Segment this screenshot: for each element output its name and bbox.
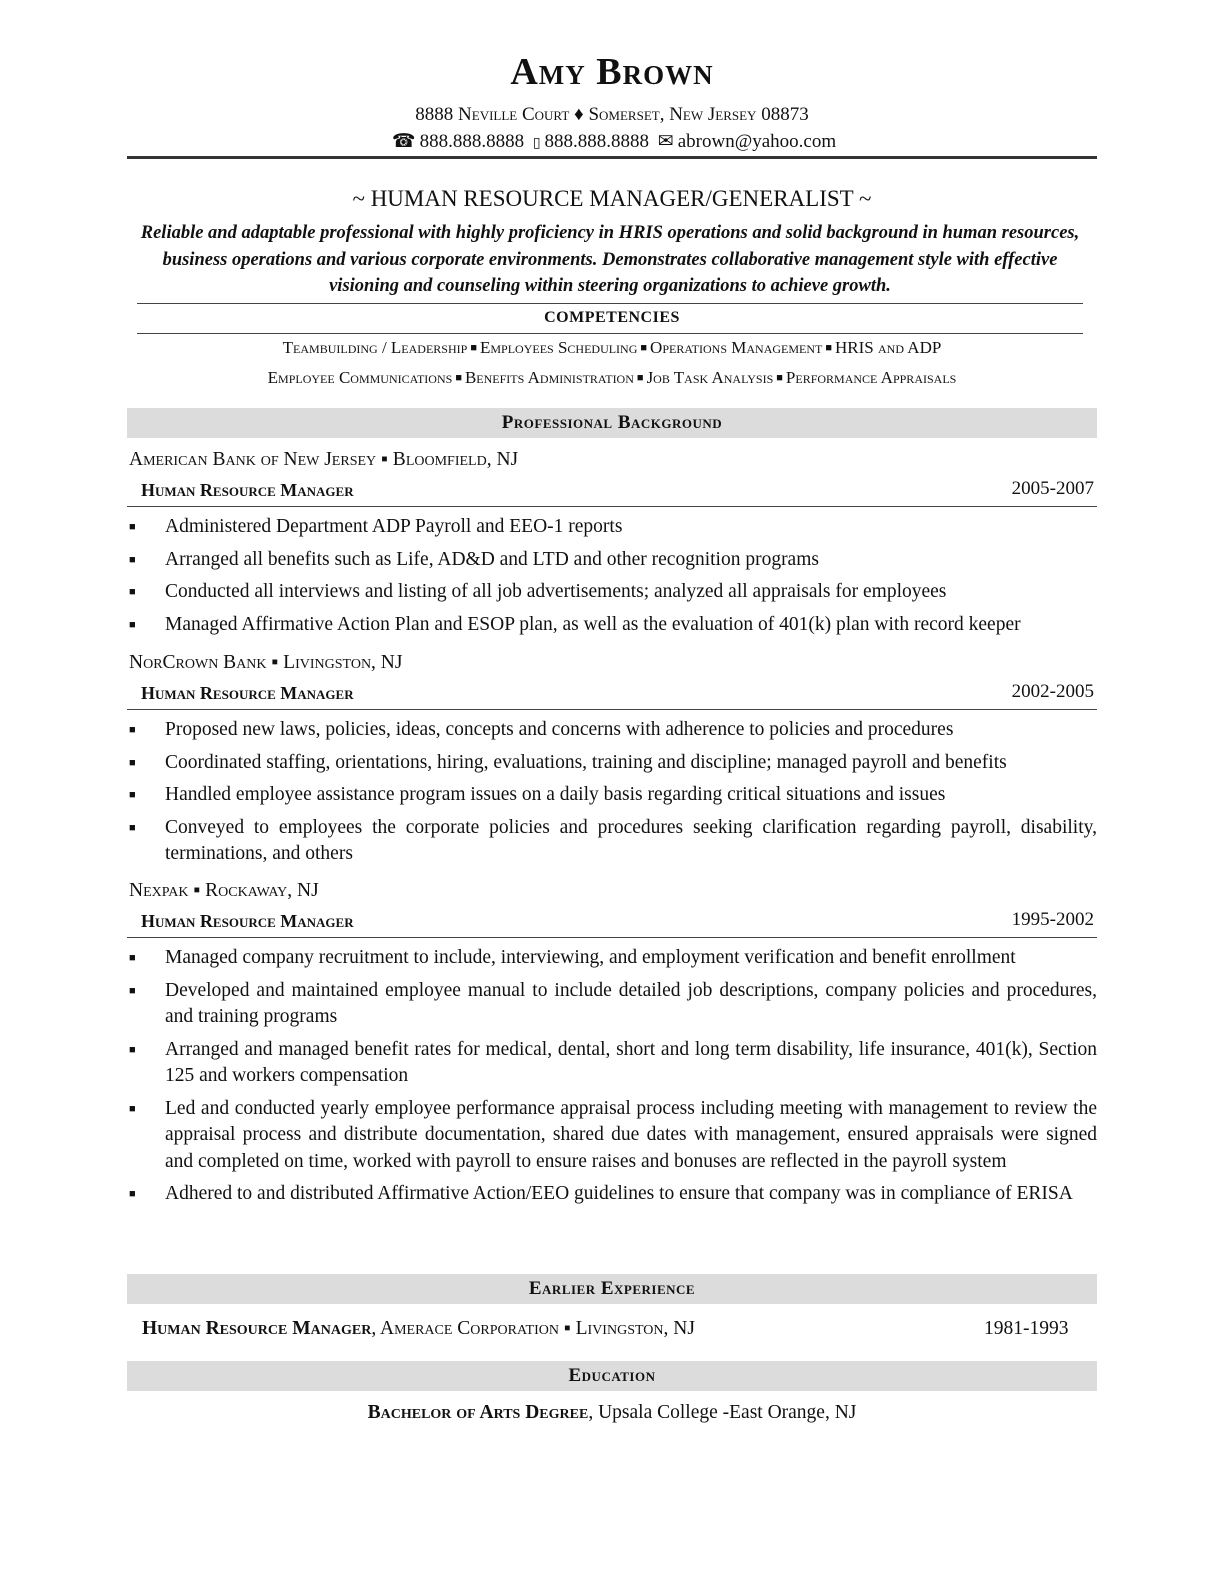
competency-item: Operations Management: [650, 338, 823, 357]
job-years: 2002-2005: [1011, 681, 1094, 702]
competencies-row-2: [0, 368, 1224, 388]
bullet-icon: ■: [129, 618, 136, 631]
competency-item: HRIS and ADP: [835, 338, 942, 357]
job-title: Human Resource Manager: [141, 480, 354, 500]
contact-line: [0, 130, 1224, 153]
competencies-row-1: [0, 338, 1224, 358]
bullet-text: Led and conducted yearly employee performance appraisal process including meeting with management to review the appraisal process and distribute documentation, shared due dates with management, ensured appraisals were signed and completed on time, worked with payroll to ensure raises and bonuses are reflected in the payroll system: [165, 1097, 1097, 1172]
earlier-experience-entry: [142, 1318, 695, 1340]
bullet-text: Handled employee assistance program issues on a daily basis regarding critical situations and issues: [165, 784, 946, 805]
section-heading-education: Education: [127, 1361, 1097, 1391]
header-divider: [127, 156, 1097, 159]
divider: [137, 303, 1083, 304]
list-item: [127, 1037, 1097, 1090]
job-title-row: [127, 478, 1097, 507]
competency-item: Employee Communications: [267, 368, 453, 387]
list-item: [127, 547, 1097, 574]
email-address: abrown@yahoo.com: [677, 131, 837, 152]
separator-icon: ■: [825, 342, 833, 354]
list-item: [127, 978, 1097, 1031]
bullet-text: Arranged all benefits such as Life, AD&D and LTD and other recognition programs: [165, 548, 819, 570]
list-item: [127, 612, 1097, 639]
bullet-icon: ■: [129, 586, 136, 598]
bullet-text: Managed Affirmative Action Plan and ESOP plan, as well as the evaluation of 401(k) plan with record keeper: [165, 613, 1021, 635]
bullet-text: Managed company recruitment to include, interviewing, and employment verification and benefit enrollment: [165, 947, 1016, 968]
job-bullets: [127, 717, 1097, 874]
bullet-icon: ■: [129, 952, 136, 964]
objective-title: ~ HUMAN RESOURCE MANAGER/GENERALIST ~: [352, 186, 872, 211]
job-years: 2005-2007: [1011, 478, 1094, 499]
bullet-text: Adhered to and distributed Affirmative Action/EEO guidelines to ensure that company was in compliance of ERISA: [165, 1183, 1073, 1204]
job-years: 1995-2002: [1011, 909, 1094, 930]
list-item: [127, 815, 1097, 868]
company-name: NorCrown Bank ▪ Livingston, NJ: [129, 652, 403, 673]
list-item: [127, 514, 1097, 541]
bullet-icon: ■: [129, 1043, 136, 1056]
list-item: [127, 750, 1097, 777]
candidate-name: Amy Brown: [510, 51, 714, 93]
competency-item: Benefits Administration: [464, 368, 634, 387]
address-line: 8888 Neville Court ♦ Somerset, New Jersey 08873: [415, 104, 809, 125]
company-name: Nexpak ▪ Rockaway, NJ: [129, 880, 319, 901]
bullet-text: Administered Department ADP Payroll and EEO-1 reports: [165, 516, 623, 537]
job-bullets: [127, 945, 1097, 1214]
phone-icon: ☎: [391, 131, 416, 152]
school: , Upsala College -East Orange, NJ: [588, 1402, 857, 1423]
separator-icon: ■: [636, 372, 644, 384]
competency-item: Teambuilding / Leadership: [282, 338, 468, 357]
bullet-icon: ■: [129, 984, 136, 997]
earlier-company: , Amerace Corporation ▪ Livingston, NJ: [371, 1318, 695, 1339]
separator-icon: ■: [470, 342, 477, 354]
bullet-icon: ■: [129, 1102, 136, 1115]
divider: [137, 333, 1083, 334]
separator-icon: ■: [776, 372, 783, 384]
bullet-text: Conducted all interviews and listing of all job advertisements; analyzed all appraisals for employees: [165, 581, 947, 602]
list-item: [127, 1096, 1097, 1176]
job-bullets: [127, 514, 1097, 644]
list-item: [127, 782, 1097, 809]
bullet-icon: ■: [129, 1188, 136, 1200]
bullet-icon: ■: [129, 821, 136, 834]
bullet-text: Conveyed to employees the corporate policies and procedures seeking clarification regarding payroll, disability, terminations, and others: [165, 816, 1097, 864]
separator-icon: ■: [455, 372, 462, 384]
competency-item: Employees Scheduling: [479, 338, 638, 357]
list-item: [127, 945, 1097, 972]
bullet-text: Proposed new laws, policies, ideas, concepts and concerns with adherence to policies and procedures: [165, 719, 954, 740]
degree: Bachelor of Arts Degree: [367, 1402, 589, 1423]
section-heading-earlier: Earlier Experience: [127, 1274, 1097, 1304]
competency-item: Job Task Analysis: [646, 368, 774, 387]
mobile-icon: ▯: [532, 136, 541, 151]
bullet-icon: ■: [129, 789, 136, 801]
bullet-icon: ■: [129, 553, 136, 566]
mobile-number: 888.888.8888: [544, 131, 650, 152]
education-entry: [0, 1402, 1224, 1424]
section-heading-professional: Professional Background: [127, 408, 1097, 438]
job-title: Human Resource Manager: [141, 683, 354, 703]
phone-number: 888.888.8888: [419, 131, 525, 152]
bullet-text: Arranged and managed benefit rates for medical, dental, short and long term disability, life insurance, 401(k), Section 125 and workers compensation: [165, 1038, 1097, 1086]
earlier-years: 1981-1993: [984, 1318, 1069, 1339]
job-title: Human Resource Manager: [141, 911, 354, 931]
list-item: [127, 717, 1097, 744]
list-item: [127, 1181, 1097, 1208]
envelope-icon: ✉: [657, 131, 674, 152]
earlier-job-title: Human Resource Manager: [142, 1318, 372, 1339]
bullet-icon: ■: [129, 521, 136, 533]
bullet-icon: ■: [129, 724, 136, 736]
summary-paragraph: Reliable and adaptable professional with highly proficiency in HRIS operations and solid background in human resources, business operations and various corporate environments. Demonstrates collaborative management style with effective visioning and counseling within steering organizations to achieve growth.: [140, 223, 1080, 296]
company-name: American Bank of New Jersey ▪ Bloomfield, NJ: [129, 449, 519, 470]
separator-icon: ■: [640, 342, 648, 354]
competency-item: Performance Appraisals: [785, 368, 957, 387]
bullet-text: Developed and maintained employee manual to include detailed job descriptions, company policies and procedures, and training programs: [165, 979, 1097, 1027]
bullet-icon: ■: [129, 756, 136, 769]
job-title-row: [127, 681, 1097, 710]
bullet-text: Coordinated staffing, orientations, hiring, evaluations, training and discipline; managed payroll and benefits: [165, 751, 1007, 773]
list-item: [127, 579, 1097, 606]
job-title-row: [127, 909, 1097, 938]
competencies-title: COMPETENCIES: [544, 309, 680, 326]
